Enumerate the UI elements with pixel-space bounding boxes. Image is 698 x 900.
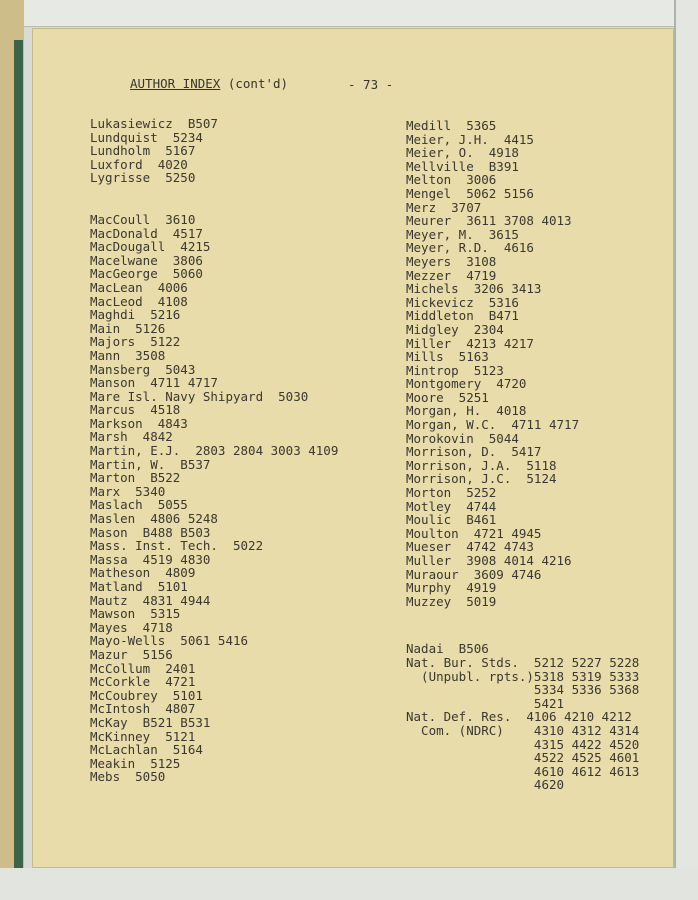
index-entry: Luxford 4020 [90,156,188,172]
index-entry: Mann 3508 [90,347,166,363]
index-entry: Meyer, M. 3615 [406,226,519,242]
index-entry: Moulic B461 [406,512,497,528]
index-entry: Mare Isl. Navy Shipyard 5030 [90,388,309,404]
index-entry: Mintrop 5123 [406,362,504,378]
index-entry: Marcus 4518 [90,402,181,418]
index-entry: Moulton 4721 4945 [406,525,542,541]
index-entry: Mueser 4742 4743 [406,539,534,555]
index-entry: Mason B488 B503 [90,524,211,540]
index-entry: Markson 4843 [90,415,188,431]
index-entry: Manson 4711 4717 [90,375,218,391]
index-entry: MacCoull 3610 [90,211,196,227]
index-entry: Morgan, W.C. 4711 4717 [406,417,580,433]
index-title: AUTHOR INDEX [130,76,221,91]
index-entry: Majors 5122 [90,334,181,350]
index-entry: Maslach 5055 [90,497,188,513]
index-entry: MacGeorge 5060 [90,266,203,282]
right-entries-n [406,642,666,792]
index-entry: MacDougall 4215 [90,239,211,255]
index-entry: Medill 5365 [406,118,497,133]
index-entry: Middleton B471 [406,308,519,324]
index-entry: Lundholm 5167 [90,143,196,159]
index-entry: Meurer 3611 3708 4013 [406,213,572,229]
index-entry: Lukasiewicz B507 [90,116,218,131]
index-entry: MacDonald 4517 [90,225,203,241]
index-entry: Nat. Bur. Stds. 5212 5227 5228 [406,654,640,670]
left-entries-m [90,213,390,784]
index-title-suffix: (cont'd) [220,76,289,91]
index-entry: MacLean 4006 [90,279,188,295]
index-entry: Mass. Inst. Tech. 5022 [90,538,264,554]
index-entry: Mawson 5315 [90,606,181,622]
left-entries-l [90,117,390,185]
index-entry: Nadai B506 [406,641,489,657]
index-entry: Muraour 3609 4746 [406,566,542,582]
index-entry: McLachlan 5164 [90,742,203,758]
index-entry: 5421 [406,695,565,711]
index-entry: 4620 [406,777,565,793]
book-binding [0,0,24,900]
index-entry: Com. (NDRC) 4310 4312 4314 [406,722,640,738]
index-entry: McKinney 5121 [90,728,196,744]
index-entry: Macelwane 3806 [90,252,203,268]
index-entry: Matheson 4809 [90,565,196,581]
index-entry: Midgley 2304 [406,321,504,337]
index-entry: Maghdi 5216 [90,307,181,323]
index-entry: McIntosh 4807 [90,701,196,717]
index-entry: Marsh 4842 [90,429,173,445]
right-column [406,119,666,792]
group-gap [90,185,390,213]
index-entry: Mansberg 5043 [90,361,196,377]
index-entry: McCorkle 4721 [90,674,196,690]
index-entry: Melton 3006 [406,172,497,188]
index-entry: Merz 3707 [406,199,482,215]
index-entry: Mautz 4831 4944 [90,592,211,608]
right-entries-m [406,119,666,608]
scan-right-edge [674,0,698,900]
index-entry: Meier, J.H. 4415 [406,131,534,147]
index-entry: Meakin 5125 [90,755,181,771]
binding-stripe [14,40,23,880]
index-entry: Martin, W. B537 [90,456,211,472]
index-header [130,76,288,91]
index-entry: Martin, E.J. 2803 2804 3003 4109 [90,443,339,459]
index-entry: Mezzer 4719 [406,267,497,283]
index-entry: Mellville B391 [406,158,519,174]
index-entry: Mebs 5050 [90,769,166,785]
index-entry: Lygrisse 5250 [90,170,196,186]
scan-bottom-edge [0,868,698,900]
index-entry: Meyer, R.D. 4616 [406,240,534,256]
index-entry: Murphy 4919 [406,580,497,596]
index-entry: Montgomery 4720 [406,376,527,392]
index-entry: Nat. Def. Res. 4106 4210 4212 [406,709,632,725]
page-number: - 73 - [348,77,394,92]
index-entry: Matland 5101 [90,579,188,594]
index-entry: McCoubrey 5101 [90,687,203,703]
scan-top-edge [0,0,698,27]
index-entry: Meier, O. 4918 [406,145,519,161]
index-entry: Morrison, J.A. 5118 [406,457,557,473]
index-entry: Morokovin 5044 [406,430,519,446]
index-entry: Marton B522 [90,470,181,486]
index-entry: Muzzey 5019 [406,593,497,609]
index-entry: Main 5126 [90,320,166,336]
index-entry: 4315 4422 4520 [406,736,640,752]
index-entry: (Unpubl. rpts.)5318 5319 5333 [406,668,640,684]
index-entry: MacLeod 4108 [90,293,188,309]
index-entry: McCollum 2401 [90,660,196,676]
index-entry: Mayes 4718 [90,619,173,635]
index-entry: Lundquist 5234 [90,129,203,145]
left-column [90,117,390,784]
index-entry: 4610 4612 4613 [406,763,640,779]
index-entry: Morton 5252 [406,485,497,501]
index-entry: Mayo-Wells 5061 5416 [90,633,249,649]
index-entry: Mazur 5156 [90,646,173,662]
index-entry: Marx 5340 [90,483,166,499]
index-entry: Muller 3908 4014 4216 [406,553,572,568]
group-gap [406,608,666,642]
index-entry: Mills 5163 [406,349,489,365]
index-entry: Michels 3206 3413 [406,281,542,297]
index-entry: Morrison, D. 5417 [406,444,542,460]
index-entry: 4522 4525 4601 [406,750,640,766]
index-entry: Motley 4744 [406,498,497,514]
index-entry: Massa 4519 4830 [90,551,211,567]
index-entry: McKay B521 B531 [90,714,211,730]
index-entry: 5334 5336 5368 [406,682,640,698]
index-entry: Morrison, J.C. 5124 [406,471,557,487]
index-entry: Mengel 5062 5156 [406,185,534,201]
index-entry: Mickevicz 5316 [406,294,519,310]
index-entry: Morgan, H. 4018 [406,403,527,419]
index-entry: Miller 4213 4217 [406,335,534,351]
index-entry: Meyers 3108 [406,253,497,269]
index-entry: Maslen 4806 5248 [90,511,218,527]
index-entry: Moore 5251 [406,389,489,405]
